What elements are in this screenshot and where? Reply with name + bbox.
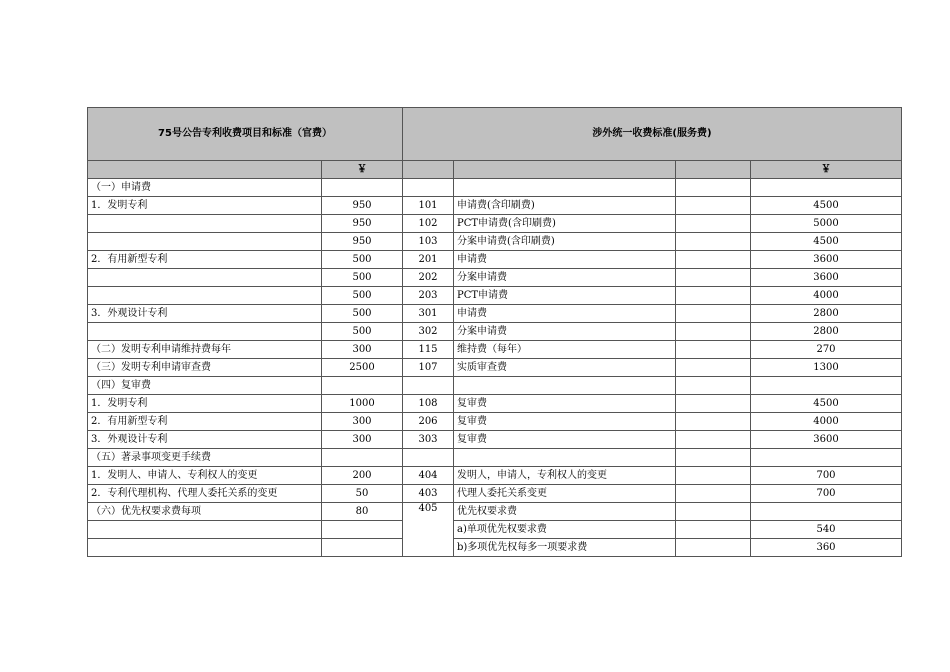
fee-item xyxy=(88,287,322,305)
official-fee: 300 xyxy=(322,413,403,431)
official-fee: 300 xyxy=(322,431,403,449)
service-code: 107 xyxy=(403,359,454,377)
service-code: 202 xyxy=(403,269,454,287)
blank-cell xyxy=(676,521,751,539)
table-row xyxy=(88,521,902,539)
table-row xyxy=(88,467,902,485)
table-row xyxy=(88,251,902,269)
service-fee: 2800 xyxy=(751,305,902,323)
official-fee xyxy=(322,179,403,197)
table-row xyxy=(88,215,902,233)
fee-item: 1．发明专利 xyxy=(88,395,322,413)
official-fee: 500 xyxy=(322,323,403,341)
service-item xyxy=(454,179,676,197)
service-item: a)单项优先权要求费 xyxy=(454,521,676,539)
service-fee xyxy=(751,449,902,467)
service-fee: 700 xyxy=(751,485,902,503)
official-fee: 500 xyxy=(322,251,403,269)
fee-item xyxy=(88,215,322,233)
blank-cell xyxy=(676,179,751,197)
blank-cell xyxy=(676,197,751,215)
official-fee: 1000 xyxy=(322,395,403,413)
official-fee xyxy=(322,377,403,395)
fee-item: 3．外观设计专利 xyxy=(88,431,322,449)
table-row xyxy=(88,485,902,503)
blank-cell xyxy=(454,161,676,179)
official-fee: 950 xyxy=(322,215,403,233)
service-fee: 700 xyxy=(751,467,902,485)
blank-cell xyxy=(676,359,751,377)
table-row xyxy=(88,431,902,449)
blank-cell xyxy=(676,215,751,233)
fee-item: （五）著录事项变更手续费 xyxy=(88,449,322,467)
fee-item: 3．外观设计专利 xyxy=(88,305,322,323)
service-fee: 4500 xyxy=(751,395,902,413)
service-fee: 4000 xyxy=(751,287,902,305)
official-fee: 950 xyxy=(322,197,403,215)
table-row xyxy=(88,449,902,467)
official-fee: 950 xyxy=(322,233,403,251)
fee-item: 2．有用新型专利 xyxy=(88,251,322,269)
table-row xyxy=(88,539,902,557)
service-fee: 4000 xyxy=(751,413,902,431)
service-fee xyxy=(751,503,902,521)
service-item: 优先权要求费 xyxy=(454,503,676,521)
service-code: 206 xyxy=(403,413,454,431)
blank-cell xyxy=(676,485,751,503)
service-item: PCT申请费 xyxy=(454,287,676,305)
official-fee: 300 xyxy=(322,341,403,359)
table-row xyxy=(88,323,902,341)
table-row xyxy=(88,377,902,395)
service-code: 404 xyxy=(403,467,454,485)
official-fee: 500 xyxy=(322,305,403,323)
service-item: 复审费 xyxy=(454,431,676,449)
service-code: 103 xyxy=(403,233,454,251)
table-row xyxy=(88,503,902,521)
service-code: 303 xyxy=(403,431,454,449)
service-fee xyxy=(751,377,902,395)
blank-cell xyxy=(676,539,751,557)
blank-cell xyxy=(676,287,751,305)
blank-cell xyxy=(403,161,454,179)
service-code xyxy=(403,179,454,197)
official-fee: 50 xyxy=(322,485,403,503)
table-row xyxy=(88,305,902,323)
fee-item xyxy=(88,521,322,539)
fee-item: 2．专利代理机构、代理人委托关系的变更 xyxy=(88,485,322,503)
official-fee: 80 xyxy=(322,503,403,521)
table-row xyxy=(88,341,902,359)
blank-cell xyxy=(676,377,751,395)
blank-cell xyxy=(676,431,751,449)
official-fee-header: 75号公告专利收费项目和标准（官费） xyxy=(88,108,403,161)
service-code xyxy=(403,449,454,467)
blank-cell xyxy=(676,323,751,341)
service-fee: 4500 xyxy=(751,197,902,215)
fee-item xyxy=(88,323,322,341)
service-fee: 3600 xyxy=(751,431,902,449)
fee-item: （六）优先权要求费每项 xyxy=(88,503,322,521)
service-item: 发明人，申请人，专利权人的变更 xyxy=(454,467,676,485)
fee-item xyxy=(88,233,322,251)
official-fee: 500 xyxy=(322,269,403,287)
service-code: 301 xyxy=(403,305,454,323)
blank-cell xyxy=(676,413,751,431)
service-fee-header: 涉外统一收费标准(服务费) xyxy=(403,108,902,161)
blank-cell xyxy=(88,161,322,179)
table-row xyxy=(88,359,902,377)
official-fee: 200 xyxy=(322,467,403,485)
header-row xyxy=(88,108,902,161)
official-fee: 500 xyxy=(322,287,403,305)
service-fee: 4500 xyxy=(751,233,902,251)
service-item: 代理人委托关系变更 xyxy=(454,485,676,503)
service-code: 115 xyxy=(403,341,454,359)
service-item: 申请费(含印刷费) xyxy=(454,197,676,215)
blank-cell xyxy=(676,449,751,467)
table-row xyxy=(88,395,902,413)
fee-item: 2．有用新型专利 xyxy=(88,413,322,431)
fee-item: （一）申请费 xyxy=(88,179,322,197)
service-code: 203 xyxy=(403,287,454,305)
service-item: 分案申请费 xyxy=(454,269,676,287)
service-code: 102 xyxy=(403,215,454,233)
service-item: 分案申请费(含印刷费) xyxy=(454,233,676,251)
fee-item xyxy=(88,269,322,287)
service-item: 实质审查费 xyxy=(454,359,676,377)
service-fee: 5000 xyxy=(751,215,902,233)
service-fee: 2800 xyxy=(751,323,902,341)
service-code: 405 xyxy=(403,503,454,557)
service-item: 维持费（每年） xyxy=(454,341,676,359)
table-row xyxy=(88,233,902,251)
fee-item: 1．发明专利 xyxy=(88,197,322,215)
blank-cell xyxy=(676,341,751,359)
blank-cell xyxy=(676,161,751,179)
service-fee xyxy=(751,179,902,197)
table-row xyxy=(88,179,902,197)
service-code xyxy=(403,377,454,395)
service-item: 申请费 xyxy=(454,305,676,323)
blank-cell xyxy=(676,269,751,287)
service-code: 101 xyxy=(403,197,454,215)
service-code: 302 xyxy=(403,323,454,341)
blank-cell xyxy=(676,395,751,413)
service-code: 108 xyxy=(403,395,454,413)
currency-row xyxy=(88,161,902,179)
service-item: 申请费 xyxy=(454,251,676,269)
service-item xyxy=(454,449,676,467)
fee-table xyxy=(87,107,902,557)
currency-left: ￥ xyxy=(322,161,403,179)
table-row xyxy=(88,197,902,215)
service-fee: 540 xyxy=(751,521,902,539)
service-fee: 3600 xyxy=(751,251,902,269)
service-item xyxy=(454,377,676,395)
service-fee: 1300 xyxy=(751,359,902,377)
fee-item: （四）复审费 xyxy=(88,377,322,395)
service-item: b)多项优先权每多一项要求费 xyxy=(454,539,676,557)
service-code: 201 xyxy=(403,251,454,269)
fee-item xyxy=(88,539,322,557)
blank-cell xyxy=(676,233,751,251)
blank-cell xyxy=(676,305,751,323)
service-code: 403 xyxy=(403,485,454,503)
service-item: 复审费 xyxy=(454,395,676,413)
table-row xyxy=(88,287,902,305)
fee-item: （二）发明专利申请维持费每年 xyxy=(88,341,322,359)
official-fee xyxy=(322,521,403,539)
fee-item: （三）发明专利申请审查费 xyxy=(88,359,322,377)
currency-right: ￥ xyxy=(751,161,902,179)
table-row xyxy=(88,269,902,287)
official-fee xyxy=(322,449,403,467)
service-item: 分案申请费 xyxy=(454,323,676,341)
blank-cell xyxy=(676,251,751,269)
blank-cell xyxy=(676,467,751,485)
service-fee: 270 xyxy=(751,341,902,359)
official-fee: 2500 xyxy=(322,359,403,377)
service-fee: 3600 xyxy=(751,269,902,287)
service-item: PCT申请费(含印刷费) xyxy=(454,215,676,233)
service-item: 复审费 xyxy=(454,413,676,431)
blank-cell xyxy=(676,503,751,521)
table-row xyxy=(88,413,902,431)
official-fee xyxy=(322,539,403,557)
fee-item: 1．发明人、申请人、专利权人的变更 xyxy=(88,467,322,485)
service-fee: 360 xyxy=(751,539,902,557)
